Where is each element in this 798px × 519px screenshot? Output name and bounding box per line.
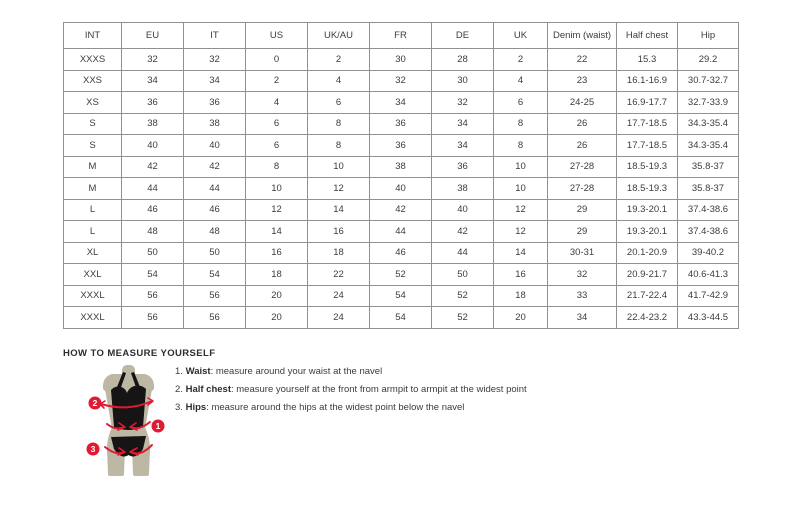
- table-cell: 54: [184, 264, 246, 286]
- table-cell: 34.3-35.4: [678, 135, 739, 157]
- table-cell: 38: [122, 113, 184, 135]
- table-row: [64, 178, 739, 200]
- table-cell: 54: [370, 285, 432, 307]
- table-cell: 32: [184, 49, 246, 71]
- table-cell: 12: [246, 199, 308, 221]
- table-row: [64, 70, 739, 92]
- table-cell: 30-31: [548, 242, 617, 264]
- table-cell: 44: [432, 242, 494, 264]
- table-cell: 19.3-20.1: [617, 199, 678, 221]
- table-cell: 18: [246, 264, 308, 286]
- column-header: US: [246, 23, 308, 49]
- measure-section-title: HOW TO MEASURE YOURSELF: [63, 348, 216, 359]
- table-cell: 32: [370, 70, 432, 92]
- table-cell: L: [64, 221, 122, 243]
- table-cell: XXXL: [64, 307, 122, 329]
- table-cell: 38: [184, 113, 246, 135]
- table-row: [64, 156, 739, 178]
- table-cell: XXXS: [64, 49, 122, 71]
- measure-instructions-list: [175, 367, 527, 421]
- table-row: [64, 92, 739, 114]
- table-cell: 14: [308, 199, 370, 221]
- table-cell: 52: [432, 285, 494, 307]
- table-cell: 20.1-20.9: [617, 242, 678, 264]
- table-cell: 4: [246, 92, 308, 114]
- table-cell: 56: [184, 285, 246, 307]
- table-cell: 34: [548, 307, 617, 329]
- table-cell: 44: [122, 178, 184, 200]
- table-row: [64, 135, 739, 157]
- table-header-row: [64, 23, 739, 49]
- table-cell: 46: [184, 199, 246, 221]
- table-cell: 29.2: [678, 49, 739, 71]
- table-cell: 48: [122, 221, 184, 243]
- table-cell: 12: [494, 199, 548, 221]
- table-cell: 2: [308, 49, 370, 71]
- size-chart-table-container: [63, 22, 739, 329]
- table-cell: 12: [494, 221, 548, 243]
- table-cell: 16: [308, 221, 370, 243]
- table-cell: 35.8-37: [678, 156, 739, 178]
- table-cell: 24: [308, 307, 370, 329]
- table-cell: 40: [184, 135, 246, 157]
- table-cell: 14: [246, 221, 308, 243]
- table-row: [64, 307, 739, 329]
- table-cell: 29: [548, 221, 617, 243]
- table-cell: 43.3-44.5: [678, 307, 739, 329]
- table-cell: 19.3-20.1: [617, 221, 678, 243]
- table-cell: 18.5-19.3: [617, 178, 678, 200]
- instruction-half-chest: 2. Half chest: measure yourself at the front from armpit to armpit at the widest point: [175, 384, 527, 395]
- table-cell: 22: [308, 264, 370, 286]
- table-cell: 10: [308, 156, 370, 178]
- table-cell: 14: [494, 242, 548, 264]
- table-cell: 20: [246, 307, 308, 329]
- table-cell: 16.9-17.7: [617, 92, 678, 114]
- table-cell: 41.7-42.9: [678, 285, 739, 307]
- table-cell: 6: [246, 113, 308, 135]
- table-cell: 32.7-33.9: [678, 92, 739, 114]
- table-cell: 29: [548, 199, 617, 221]
- table-cell: 27-28: [548, 156, 617, 178]
- table-cell: 20.9-21.7: [617, 264, 678, 286]
- table-cell: 22: [548, 49, 617, 71]
- table-cell: 40: [432, 199, 494, 221]
- instruction-waist: 1. Waist: measure around your waist at the navel: [175, 366, 383, 377]
- table-body: [64, 49, 739, 329]
- column-header: Denim (waist): [548, 23, 617, 49]
- table-cell: 56: [184, 307, 246, 329]
- table-cell: 21.7-22.4: [617, 285, 678, 307]
- table-cell: 30: [432, 70, 494, 92]
- table-cell: 42: [122, 156, 184, 178]
- table-cell: 38: [370, 156, 432, 178]
- table-cell: 42: [184, 156, 246, 178]
- table-row: [64, 49, 739, 71]
- table-cell: 34: [432, 113, 494, 135]
- table-cell: 8: [494, 113, 548, 135]
- table-cell: 6: [308, 92, 370, 114]
- column-header: UK: [494, 23, 548, 49]
- table-cell: 32: [548, 264, 617, 286]
- column-header: INT: [64, 23, 122, 49]
- table-cell: 33: [548, 285, 617, 307]
- table-cell: 6: [246, 135, 308, 157]
- table-cell: 34: [184, 70, 246, 92]
- table-cell: 2: [246, 70, 308, 92]
- table-row: [64, 264, 739, 286]
- table-cell: 4: [494, 70, 548, 92]
- table-cell: S: [64, 135, 122, 157]
- table-cell: XXL: [64, 264, 122, 286]
- table-cell: 30.7-32.7: [678, 70, 739, 92]
- table-cell: 34: [370, 92, 432, 114]
- table-cell: 24-25: [548, 92, 617, 114]
- table-cell: 52: [370, 264, 432, 286]
- table-cell: 34: [432, 135, 494, 157]
- waist-badge-number: 1: [155, 421, 161, 431]
- table-cell: 36: [432, 156, 494, 178]
- table-cell: 39-40.2: [678, 242, 739, 264]
- table-cell: 35.8-37: [678, 178, 739, 200]
- table-cell: 26: [548, 135, 617, 157]
- table-cell: 50: [122, 242, 184, 264]
- table-cell: 16: [494, 264, 548, 286]
- table-cell: 18.5-19.3: [617, 156, 678, 178]
- table-cell: 46: [122, 199, 184, 221]
- table-cell: 18: [494, 285, 548, 307]
- table-cell: 56: [122, 285, 184, 307]
- measurement-figure: [78, 365, 180, 479]
- table-cell: 54: [370, 307, 432, 329]
- table-row: [64, 242, 739, 264]
- table-cell: 6: [494, 92, 548, 114]
- table-cell: XS: [64, 92, 122, 114]
- column-header: UK/AU: [308, 23, 370, 49]
- table-cell: 8: [308, 113, 370, 135]
- column-header: EU: [122, 23, 184, 49]
- table-row: [64, 113, 739, 135]
- table-cell: 20: [246, 285, 308, 307]
- table-cell: 42: [432, 221, 494, 243]
- table-cell: 2: [494, 49, 548, 71]
- table-row: [64, 199, 739, 221]
- table-cell: 37.4-38.6: [678, 221, 739, 243]
- table-cell: 26: [548, 113, 617, 135]
- table-cell: 12: [308, 178, 370, 200]
- table-cell: 16: [246, 242, 308, 264]
- column-header: DE: [432, 23, 494, 49]
- table-cell: 0: [246, 49, 308, 71]
- table-cell: 46: [370, 242, 432, 264]
- table-cell: 44: [370, 221, 432, 243]
- table-cell: 36: [370, 135, 432, 157]
- table-cell: 16.1-16.9: [617, 70, 678, 92]
- table-cell: 17.7-18.5: [617, 113, 678, 135]
- table-cell: 10: [494, 178, 548, 200]
- table-cell: 32: [432, 92, 494, 114]
- table-cell: 40: [122, 135, 184, 157]
- table-cell: 40.6-41.3: [678, 264, 739, 286]
- column-header: IT: [184, 23, 246, 49]
- table-cell: 17.7-18.5: [617, 135, 678, 157]
- table-cell: 36: [122, 92, 184, 114]
- table-cell: 40: [370, 178, 432, 200]
- table-cell: 36: [370, 113, 432, 135]
- table-cell: 10: [246, 178, 308, 200]
- table-row: [64, 221, 739, 243]
- table-cell: XXXL: [64, 285, 122, 307]
- table-cell: 10: [494, 156, 548, 178]
- table-cell: S: [64, 113, 122, 135]
- table-row: [64, 285, 739, 307]
- table-cell: 8: [494, 135, 548, 157]
- table-cell: 24: [308, 285, 370, 307]
- table-cell: 20: [494, 307, 548, 329]
- table-cell: 27-28: [548, 178, 617, 200]
- table-cell: 15.3: [617, 49, 678, 71]
- column-header: Hip: [678, 23, 739, 49]
- table-cell: XXS: [64, 70, 122, 92]
- table-cell: 32: [122, 49, 184, 71]
- table-cell: 38: [432, 178, 494, 200]
- size-chart-table: [63, 22, 739, 329]
- table-cell: M: [64, 178, 122, 200]
- table-cell: 36: [184, 92, 246, 114]
- table-cell: 37.4-38.6: [678, 199, 739, 221]
- table-cell: 48: [184, 221, 246, 243]
- table-cell: 23: [548, 70, 617, 92]
- hips-badge-number: 3: [90, 444, 96, 454]
- table-cell: L: [64, 199, 122, 221]
- table-cell: 34.3-35.4: [678, 113, 739, 135]
- table-cell: 54: [122, 264, 184, 286]
- table-cell: 44: [184, 178, 246, 200]
- table-cell: 8: [246, 156, 308, 178]
- mannequin-illustration: [78, 365, 180, 479]
- table-cell: 22.4-23.2: [617, 307, 678, 329]
- table-cell: 4: [308, 70, 370, 92]
- table-cell: 34: [122, 70, 184, 92]
- table-cell: 8: [308, 135, 370, 157]
- table-cell: 28: [432, 49, 494, 71]
- chest-badge-number: 2: [92, 398, 98, 408]
- table-cell: 30: [370, 49, 432, 71]
- table-cell: M: [64, 156, 122, 178]
- table-cell: 50: [432, 264, 494, 286]
- column-header: FR: [370, 23, 432, 49]
- column-header: Half chest: [617, 23, 678, 49]
- table-cell: 52: [432, 307, 494, 329]
- table-cell: 56: [122, 307, 184, 329]
- table-cell: 18: [308, 242, 370, 264]
- table-cell: 42: [370, 199, 432, 221]
- instruction-hips: 3. Hips: measure around the hips at the widest point below the navel: [175, 402, 465, 413]
- table-cell: XL: [64, 242, 122, 264]
- table-cell: 50: [184, 242, 246, 264]
